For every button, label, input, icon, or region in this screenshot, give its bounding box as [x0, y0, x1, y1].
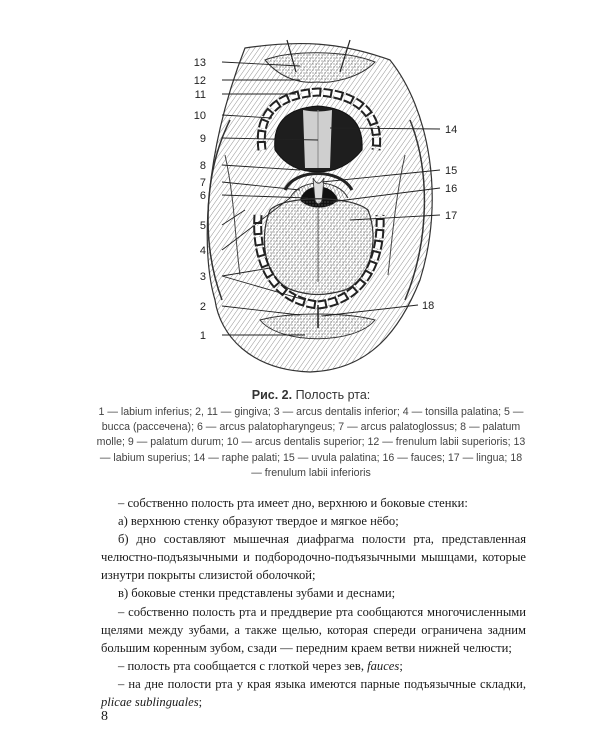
paragraph: а) верхнюю стенку образуют твердое и мягкое нёбо;	[118, 514, 399, 529]
callout-15: 15	[445, 165, 458, 177]
callout-6: 6	[199, 190, 206, 202]
callout-12: 12	[193, 75, 206, 87]
figure-caption-title	[96, 388, 526, 402]
callout-18: 18	[422, 300, 435, 312]
paragraph	[101, 657, 526, 675]
paragraph-end: ;	[399, 658, 403, 673]
latin-term: plicae sublinguales	[101, 695, 199, 710]
callout-4: 4	[199, 245, 206, 257]
callout-2: 2	[199, 301, 206, 313]
figure-number: Рис. 2.	[251, 388, 293, 402]
paragraph-text: – полость рта сообщается с глоткой через зев,	[118, 658, 368, 673]
paragraph	[101, 675, 526, 711]
callout-8: 8	[199, 160, 206, 172]
callout-1: 1	[199, 330, 206, 342]
paragraph: – собственно полость рта имеет дно, верхнюю и боковые стенки:	[118, 496, 468, 510]
callout-11: 11	[194, 89, 206, 101]
callout-10: 10	[193, 110, 206, 122]
body-text	[101, 494, 526, 711]
callout-17: 17	[445, 210, 458, 222]
callout-7: 7	[199, 177, 206, 189]
paragraph: в) боковые стенки представлены зубами и деснами;	[118, 586, 396, 601]
paragraph: б) дно составляют мышечная диафрагма полости рта, представленная челюстно-подъязычными и подбородочно-подъязычными мышцами, которые изнутри покрыты слизистой оболочкой;	[101, 532, 526, 583]
paragraph: – собственно полость рта и преддверие рта сообщаются многочисленными щелями между зубами, а также щелью, которая спереди ограничена задним большим коренным зубом, сзади — передним краем ветви нижней челюсти;	[101, 604, 526, 655]
callout-5: 5	[199, 220, 206, 232]
figure-title: Полость рта:	[292, 388, 371, 402]
callout-16: 16	[445, 183, 458, 195]
paragraph-text: – на дне полости рта у края языка имеются парные подъязычные складки,	[118, 676, 526, 691]
callout-14: 14	[445, 124, 458, 136]
callout-13: 13	[193, 57, 206, 69]
page-number: 8	[101, 709, 108, 724]
latin-term: fauces	[367, 658, 400, 673]
figure-legend: 1 — labium inferius; 2, 11 — gingiva; 3 — arcus dentalis inferior; 4 — tonsilla palatina; 5 — bucca (рассечена); 6 — arcus palatopharyngeus; 7 — arcus palatoglossus; 8 — palatum molle; 9 — palatum durum; 10 — arcus dentalis superior; 12 — frenulum labii superioris; 13 — labium superius; 14 — raphe palati; 15 — uvula palatina; 16 — fauces; 17 — lingua; 18 — frenulum labii inferioris	[96, 406, 526, 479]
callout-9: 9	[199, 133, 206, 145]
callouts-left	[194, 57, 206, 342]
callout-3: 3	[199, 271, 206, 283]
paragraph-end: ;	[198, 695, 203, 710]
